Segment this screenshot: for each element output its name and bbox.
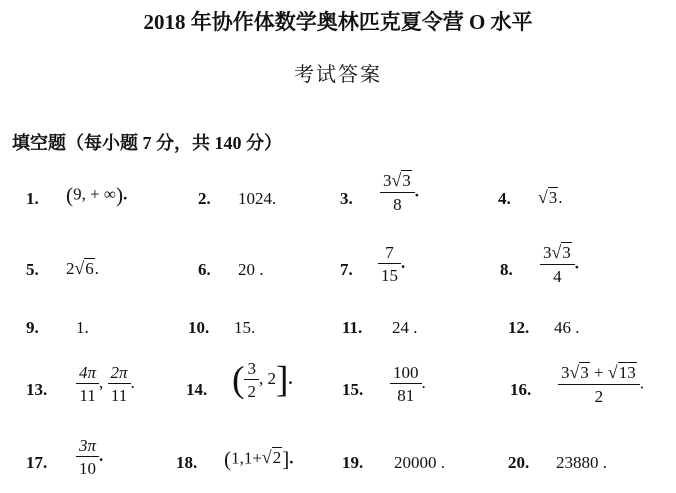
- answer-4-label: 4.: [498, 189, 511, 208]
- page-title: 2018 年协作体数学奥林匹克夏令营 O 水平: [143, 10, 533, 34]
- answer-5-label: 5.: [26, 260, 39, 279]
- answer-11-label: 11.: [342, 318, 363, 337]
- answer-15-value: $\frac{100}{81}$ .: [390, 364, 426, 404]
- answer-17-label: 17.: [26, 453, 48, 472]
- answer-2-value: 1024.: [238, 189, 277, 208]
- answer-10-value: 15.: [234, 318, 256, 337]
- answer-20-value: 23880 .: [556, 453, 607, 472]
- answer-1-value: (9, + ∞).: [66, 183, 128, 207]
- answer-5-value: 2√6.: [66, 258, 100, 278]
- answer-7-label: 7.: [340, 260, 353, 279]
- answer-13-label: 13.: [26, 380, 48, 399]
- answer-17-value: $\frac{3\pi}{10}$ .: [76, 437, 103, 477]
- answer-19-label: 19.: [342, 453, 364, 472]
- answer-14-value: ( $\frac{3}{2}$ , 2].: [232, 359, 293, 401]
- answer-13-value: $\frac{4\pi}{11}$ , $\frac{2\pi}{11}$ .: [76, 364, 135, 404]
- answer-18-value: (1,1+√2].: [224, 447, 294, 471]
- section-heading: 填空题（每小题 7 分，共 140 分）: [12, 133, 282, 153]
- answer-16-label: 16.: [510, 380, 532, 399]
- answer-2-label: 2.: [198, 189, 211, 208]
- page-subtitle: 考试答案: [294, 64, 382, 86]
- answer-15-label: 15.: [342, 380, 364, 399]
- answer-10-label: 10.: [188, 318, 210, 337]
- answer-12-label: 12.: [508, 318, 530, 337]
- answer-3-label: 3.: [340, 189, 353, 208]
- answer-9-label: 9.: [26, 318, 39, 337]
- answer-6-value: 20 .: [238, 260, 264, 279]
- answer-11-value: 24 .: [392, 318, 418, 337]
- answer-19-value: 20000 .: [394, 453, 445, 472]
- answer-16-value: $\frac{3√3 + √13}{2}$ .: [558, 364, 644, 405]
- answer-7-value: $\frac{7}{15}$ .: [378, 244, 405, 284]
- answer-12-value: 46 .: [554, 318, 580, 337]
- answer-8-label: 8.: [500, 260, 513, 279]
- answer-8-value: $\frac{3√3}{4}$ .: [540, 244, 579, 285]
- answer-18-label: 18.: [176, 453, 198, 472]
- answer-9-value: 1.: [76, 318, 89, 337]
- answer-4-value: √3.: [538, 187, 563, 207]
- answer-20-label: 20.: [508, 453, 530, 472]
- answer-3-value: $\frac{3√3}{8}$ .: [380, 172, 419, 213]
- answer-1-label: 1.: [26, 189, 39, 208]
- answer-14-label: 14.: [186, 380, 208, 399]
- answer-6-label: 6.: [198, 260, 211, 279]
